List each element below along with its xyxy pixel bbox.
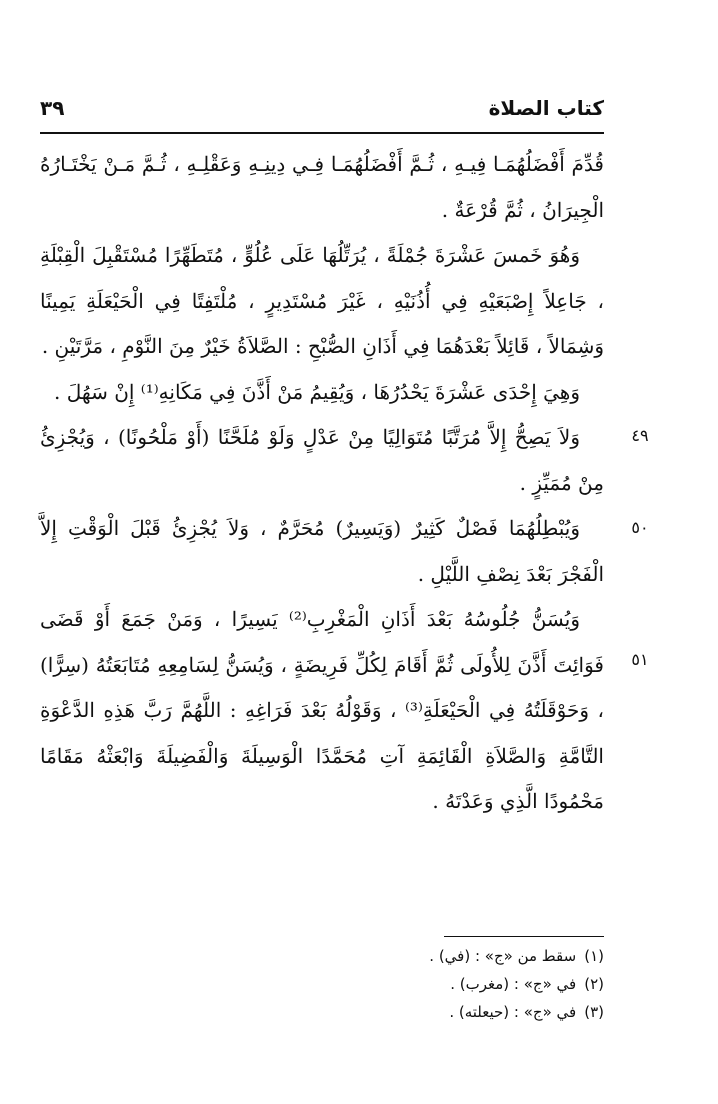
paragraph: وَهِيَ إِحْدَى عَشْرَةَ يَحْدُرُهَا ، وَيُقِيمُ مَنْ أَذَّنَ فِي مَكَانِهِ⁽¹⁾ إِنْ سَهُلَ . [54,379,580,404]
margin-number: ٥٠ [631,518,649,537]
page-number: ٣٩ [40,96,65,120]
footnote-ref: (٢) [584,975,604,993]
footnotes [300,942,604,1026]
paragraph: قُدِّمَ أَفْضَلُهُمَـا فِيـهِ ، ثُـمَّ أَفْضَلُهُمَـا فِـي دِينِـهِ وَعَقْلِـهِ ، ثُـمَّ مَـنْ يَخْتَـارُهُ الْجِيرَانُ ، ثُمَّ قُرْعَةٌ . [40,152,604,222]
margin-number: ٤٩ [631,426,649,445]
margin-number: ٥١ [631,650,649,669]
footnote [300,970,604,998]
footnote-text: سقط من «ج» : (في) . [429,947,577,965]
paragraph: وَيُسَنُّ جُلُوسُهُ بَعْدَ أَذَانِ الْمَغْرِبِ⁽²⁾ يَسِيرًا ، وَمَنْ جَمَعَ أَوْ قَضَى فَوَائِتَ أَذَّنَ لِلأُولَى ثُمَّ أَقَامَ لِكُلِّ فَرِيضَةٍ ، وَيُسَنُّ لِسَامِعِهِ مُتَابَعَتُهُ (سِرًّا) ، وَحَوْقَلَتُهُ فِي الْحَيْعَلَةِ⁽³⁾ ، وَقَوْلُهُ بَعْدَ فَرَاغِهِ : اللَّهُمَّ رَبَّ هَذِهِ الدَّعْوَةِ التَّامَّةِ وَالصَّلاَةِ الْقَائِمَةِ آتِ مُحَمَّدًا الْوَسِيلَةَ وَالْفَضِيلَةَ وَابْعَثْهُ مَقَامًا مَحْمُودًا الَّذِي وَعَدْتَهُ . [40,607,604,813]
footnote [300,998,604,1026]
book-title: كتاب الصلاة [488,96,604,120]
footnote-ref: (١) [584,947,604,965]
footnote-text: في «ج» : (مغرب) . [450,975,577,993]
main-text [40,142,604,825]
page-header [40,82,604,134]
footnote-ref: (٣) [584,1003,604,1021]
footnote [300,942,604,970]
paragraph: وَلاَ يَصِحُّ إِلاَّ مُرَتَّبًا مُتَوَالِيًا مِنْ عَدْلٍ وَلَوْ مُلَحَّنًا (أَوْ مَلْحُونًا) ، وَيُجْزِئُ مِنْ مُمَيِّزٍ . [40,425,604,495]
footnote-text: في «ج» : (حيعلته) . [449,1003,577,1021]
paragraph: وَهُوَ خَمسَ عَشْرَةَ جُمْلَةً ، يُرَتِّلُهَا عَلَى عُلُوٍّ ، مُتَطَهِّرًا مُسْتَقْبِلَ الْقِبْلَةِ ، جَاعِلاً إِصْبَعَيْهِ فِي أُذُنَيْهِ ، غَيْرَ مُسْتَدِيرٍ ، مُلْتَفِتًا فِي الْحَيْعَلَةِ يَمِينًا وَشِمَالاً ، قَائِلاً بَعْدَهُمَا فِي أَذَانِ الصُّبْحِ : الصَّلاَةُ خَيْرٌ مِنَ النَّوْمِ ، مَرَّتَيْنِ . [40,243,604,358]
footnote-divider [444,936,604,937]
paragraph: وَيُبْطِلُهُمَا فَصْلٌ كَثِيرٌ (وَيَسِيرٌ) مُحَرَّمٌ ، وَلاَ يُجْزِئُ قَبْلَ الْوَقْتِ إِلاَّ الْفَجْرَ بَعْدَ نِصْفِ اللَّيْلِ . [40,516,604,586]
